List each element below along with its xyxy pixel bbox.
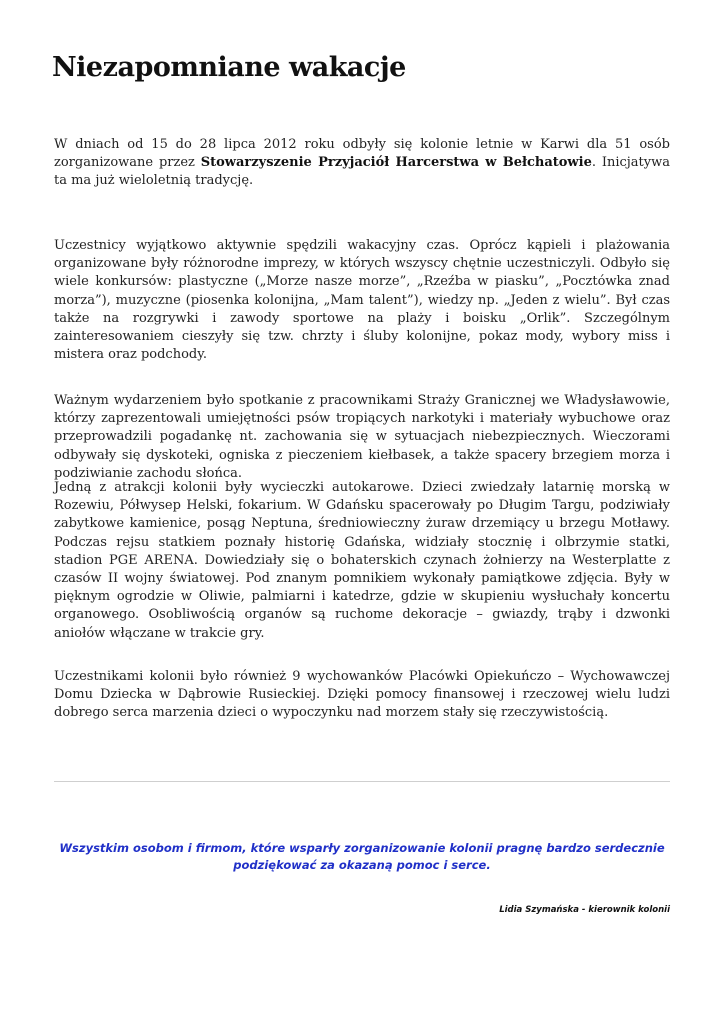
paragraph-trips: Jedną z atrakcji kolonii były wycieczki autokarowe. Dzieci zwiedzały latarnię morską w Rozewiu, Półwysep Helski, fokarium. W Gdańsku spacerowały po Długim Targu, podziwiały zabytkowe kamienice, posąg Neptuna, średniowieczny żuraw drzemiący u brzegu Motławy. Podczas rejsu statkiem poznały historię Gdańska, widziały stocznię i olbrzymie statki, stadion PGE ARENA. Dowiedziały się o bohaterskich czynach żołnierzy na Westerplatte z czasów II wojny światowej. Pod znanym pomnikiem wykonały pamiątkowe zdjęcia. Były w pięknym ogrodzie w Oliwie, palmiarni i katedrze, gdzie w skupieniu wysłuchały koncertu organowego. Osobliwością organów są ruchome dekoracje – gwiazdy, trąby i dzwonki aniołów włączane w trakcie gry. — [54, 480, 670, 641]
organization-name: Stowarzyszenie Przyjaciół Harcerstwa w Bełchatowie — [200, 155, 592, 171]
signature: Lidia Szymańska - kierownik kolonii — [499, 905, 670, 915]
page-title: Niezapomniane wakacje — [52, 52, 406, 83]
paragraph-border-guard: Ważnym wydarzeniem było spotkanie z pracownikami Straży Granicznej we Władysławowie, którzy zaprezentowali umiejętności psów tropiących narkotyki i materiały wybuchowe oraz przeprowadzili pogadankę nt. zachowania się w sytuacjach niebezpiecznych. Wieczorami odbywały się dyskoteki, ogniska z pieczeniem kiełbasek, a także spacery brzegiem morza i podziwianie zachodu słońca. — [54, 393, 670, 481]
paragraph-intro-after: . Inicjatywa ta ma już wieloletnią tradycję. — [54, 155, 670, 189]
paragraph-participants: Uczestnikami kolonii było również 9 wychowanków Placówki Opiekuńczo – Wychowawczej Domu Dziecka w Dąbrowie Rusieckiej. Dzięki pomocy finansowej i rzeczowej wielu ludzi dobrego serca marzenia dzieci o wypoczynku nad morzem stały się rzeczywistością. — [54, 669, 670, 721]
paragraph-intro — [54, 136, 670, 191]
divider — [54, 781, 670, 782]
paragraph-activities: Uczestnicy wyjątkowo aktywnie spędzili wakacyjny czas. Oprócz kąpieli i plażowania organizowane były różnorodne imprezy, w których wszyscy chętnie uczestniczyli. Odbyło się wiele konkursów: plastyczne („Morze nasze morze”, „Rzeźba w piasku”, „Pocztówka znad morza”), muzyczne (piosenka kolonijna, „Mam talent”), wiedzy np. „Jeden z wielu”. Był czas także na rozgrywki i zawody sportowe na plaży i boisku „Orlik”. Szczególnym zainteresowaniem cieszyły się tzw. chrzty i śluby kolonijne, pokaz mody, wybory miss i mistera oraz podchody. — [54, 238, 670, 363]
thanks-note: Wszystkim osobom i firmom, które wsparły zorganizowanie kolonii pragnę bardzo serdecznie podziękować za okazaną pomoc i serce. — [59, 841, 665, 872]
paragraph-intro-before: W dniach od 15 do 28 lipca 2012 roku odbyły się kolonie letnie w Karwi dla 51 osób zorganizowane przez — [54, 137, 670, 171]
